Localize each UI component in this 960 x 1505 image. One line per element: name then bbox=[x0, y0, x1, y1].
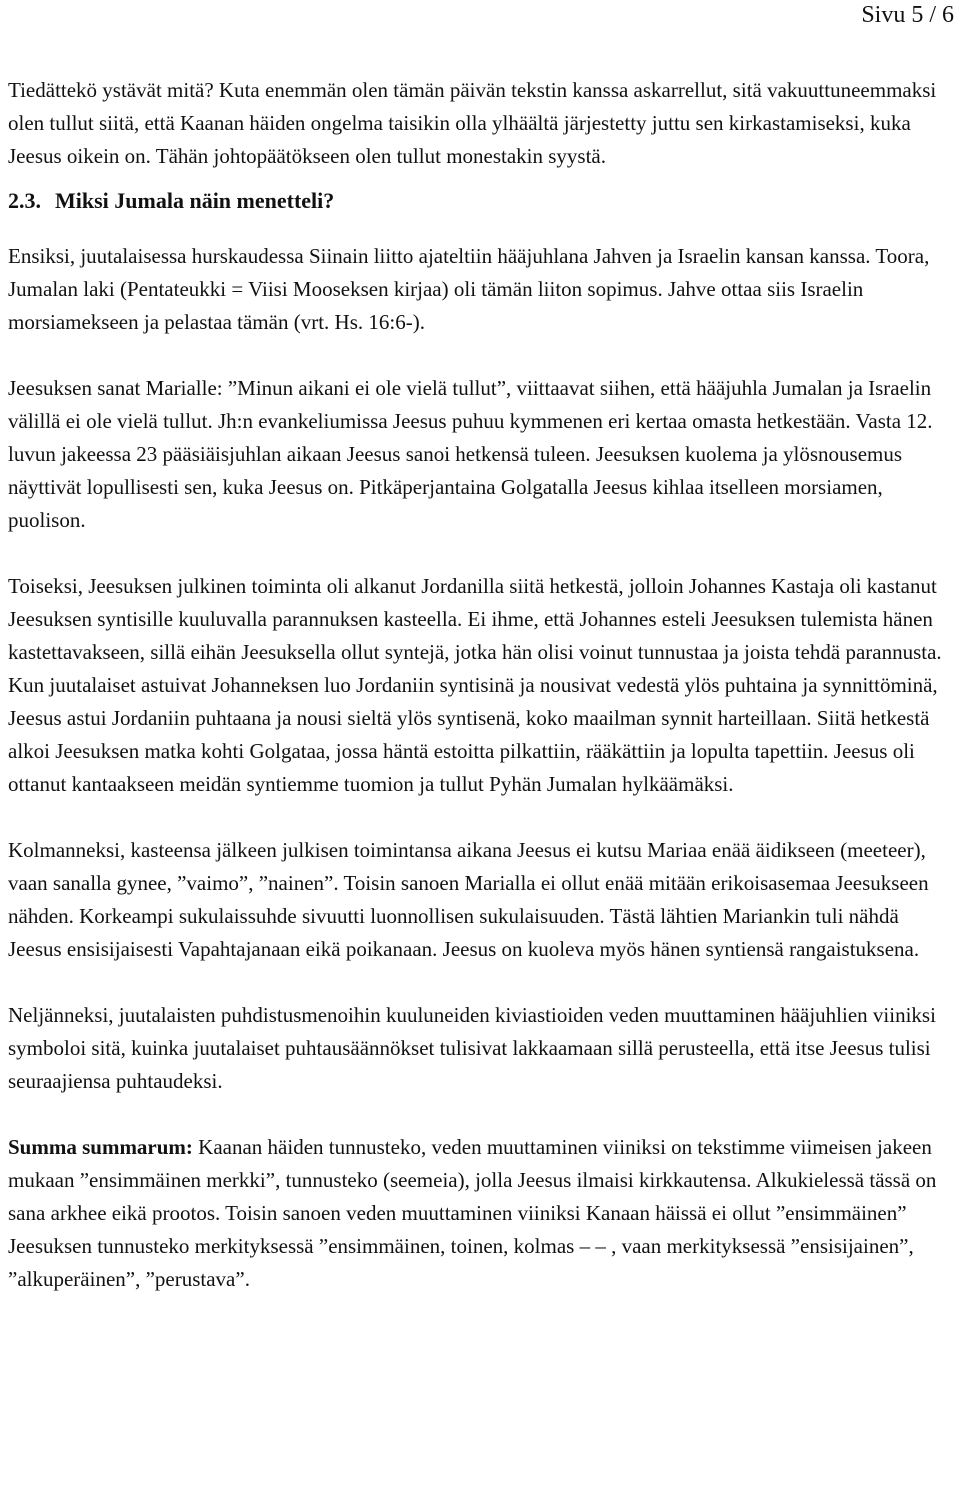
section-heading bbox=[8, 184, 952, 217]
page-number: Sivu 5 / 6 bbox=[861, 2, 954, 28]
paragraph-second: Toiseksi, Jeesuksen julkinen toiminta oli alkanut Jordanilla siitä hetkestä, jolloin Johannes Kastaja oli kastanut Jeesuksen syntisille kuuluvalla parannuksen kasteella. Ei ihme, että Johannes esteli Jeesuksen tulemista hänen kastettavakseen, sillä eihän Jeesuksella ollut syntejä, jotka hän olisi voinut tunnustaa ja joista tehdä parannusta. Kun juutalaiset astuivat Johanneksen luo Jordaniin syntisinä ja nousivat vedestä ylös puhtaina ja synnittöminä, Jeesus astui Jordaniin puhtaana ja nousi sieltä ylös syntisenä, koko maailman synnit harteillaan. Siitä hetkestä alkoi Jeesuksen matka kohti Golgataa, jossa häntä estoitta pilkattiin, rääkättiin ja lopulta tapettiin. Jeesus oli ottanut kantaakseen meidän syntiemme tuomion ja tullut Pyhän Jumalan hylkäämäksi. bbox=[8, 574, 942, 796]
paragraph-third: Kolmanneksi, kasteensa jälkeen julkisen toimintansa aikana Jeesus ei kutsu Mariaa enää äidikseen (meeteer), vaan sanalla gynee, ”vaimo”, ”nainen”. Toisin sanoen Marialla ei ollut enää mitään erikoisasemaa Jeesukseen nähden. Korkeampi sukulaissuhde sivuutti luonnollisen sukulaisuuden. Tästä lähtien Mariankin tuli nähdä Jeesus ensisijaisesti Vapahtajanaan eikä poikanaan. Jeesus on kuoleva myös hänen syntiensä rangaistuksena. bbox=[8, 838, 929, 961]
paragraph-jesus-words: Jeesuksen sanat Marialle: ”Minun aikani ei ole vielä tullut”, viittaavat siihen, että hääjuhla Jumalan ja Israelin välillä ei ole vielä tullut. Jh:n evankeliumissa Jeesus puhuu kymmenen eri kertaa omasta hetkestään. Vasta 12. luvun jakeessa 23 pääsiäisjuhlan aikaan Jeesus sanoi hetkensä tuleen. Jeesuksen kuolema ja ylösnousemus näyttivät lopullisesti sen, kuka Jeesus on. Pitkäperjantaina Golgatalla Jeesus kihlaa itselleen morsiamen, puolison. bbox=[8, 376, 933, 532]
section-number: 2.3. bbox=[8, 188, 41, 213]
paragraph-first: Ensiksi, juutalaisessa hurskaudessa Siinain liitto ajateltiin hääjuhlana Jahven ja Israelin kansan kanssa. Toora, Jumalan laki (Pentateukki = Viisi Mooseksen kirjaa) oli tämän liiton sopimus. Jahve ottaa siis Israelin morsiamekseen ja pelastaa tämän (vrt. Hs. 16:6-). bbox=[8, 244, 930, 334]
summary-text: Kaanan häiden tunnusteko, veden muuttaminen viiniksi on tekstimme viimeisen jakeen mukaan ”ensimmäinen merkki”, tunnusteko (seemeia), jolla Jeesus ilmaisi kirkkautensa. Alkukielessä tässä on sana arkhee eikä prootos. Toisin sanoen veden muuttaminen viiniksi Kanaan häissä ei ollut ”ensimmäinen” Jeesuksen tunnusteko merkityksessä ”ensimmäinen, toinen, kolmas ‒ ‒ , vaan merkityksessä ”ensisijainen”, ”alkuperäinen”, ”perustava”. bbox=[8, 1135, 937, 1291]
section-title: Miksi Jumala näin menetteli? bbox=[55, 188, 335, 213]
document-body bbox=[8, 74, 952, 1296]
paragraph-fourth: Neljänneksi, juutalaisten puhdistusmenoihin kuuluneiden kiviastioiden veden muuttaminen hääjuhlien viiniksi symboloi sitä, kuinka juutalaiset puhtausäännökset tulisivat lakkaamaan sillä perusteella, että itse Jeesus tulisi seuraajiensa puhtaudeksi. bbox=[8, 1003, 936, 1093]
summary-paragraph bbox=[8, 1131, 952, 1296]
summary-label: Summa summarum: bbox=[8, 1135, 193, 1159]
intro-paragraph: Tiedättekö ystävät mitä? Kuta enemmän olen tämän päivän tekstin kanssa askarrellut, sitä vakuuttuneemmaksi olen tullut siitä, että Kaanan häiden ongelma taisikin olla ylhäältä järjestetty juttu sen kirkastamiseksi, kuka Jeesus oikein on. Tähän johtopäätökseen olen tullut monestakin syystä. bbox=[8, 78, 937, 168]
